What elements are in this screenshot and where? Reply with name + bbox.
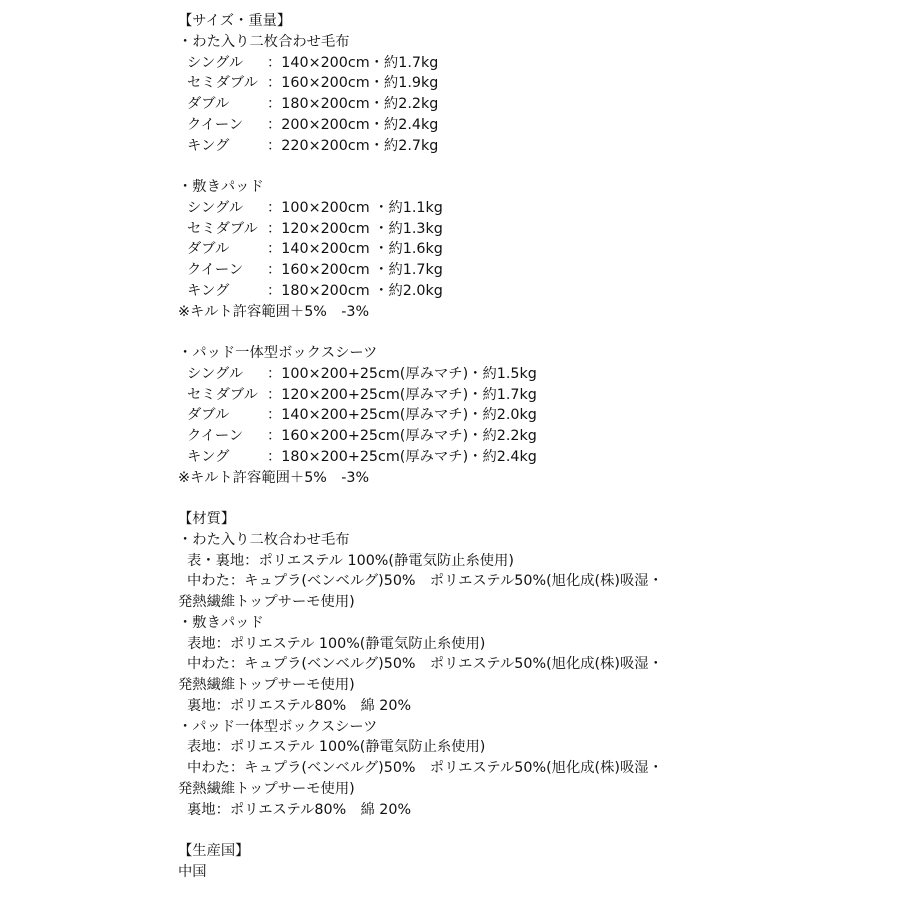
material-line: 中わた：キュプラ(ベンベルグ)50% ポリエステル50%(旭化成(株)吸湿・ <box>187 573 663 590</box>
spacer <box>178 322 878 343</box>
material-line: 表・裏地：ポリエステル 100%(静電気防止糸使用) <box>187 552 514 569</box>
size-name: シングル <box>187 365 244 382</box>
size-row <box>178 426 878 447</box>
size-row <box>178 364 878 385</box>
size-spec: ：160×200+25cm(厚みマチ)・約2.2kg <box>267 428 537 444</box>
size-row <box>178 219 878 240</box>
size-spec: ：140×200cm ・約1.6kg <box>267 241 443 258</box>
size-spec: ：140×200+25cm(厚みマチ)・約2.0kg <box>267 407 537 424</box>
size-name: キング <box>187 282 230 299</box>
material-pad-title: ・敷きパッド <box>178 614 264 631</box>
material-line: 発熱繊維トップサーモ使用) <box>178 780 355 797</box>
size-name: キング <box>187 137 230 154</box>
material-line: 裏地：ポリエステル80% 綿 20% <box>187 801 412 818</box>
size-row <box>178 115 878 136</box>
quilt-tolerance-note: ※キルト許容範囲＋5% -3% <box>178 469 370 486</box>
size-row <box>178 239 878 260</box>
size-blanket-group <box>178 32 878 157</box>
material-box-sheet-group <box>178 717 878 821</box>
material-blanket-title: ・わた入り二枚合わせ毛布 <box>178 531 350 548</box>
size-row <box>178 385 878 406</box>
size-name: ダブル <box>187 407 230 424</box>
material-blanket-group <box>178 530 878 613</box>
size-name: クイーン <box>187 116 244 133</box>
size-pad-title: ・敷きパッド <box>178 179 264 195</box>
size-row <box>178 447 878 468</box>
material-line: 表地：ポリエステル 100%(静電気防止糸使用) <box>187 739 486 756</box>
size-name: シングル <box>187 54 244 71</box>
size-spec: ：180×200cm ・約2.0kg <box>267 282 443 299</box>
size-name: クイーン <box>187 262 244 278</box>
material-box-sheet-title: ・パッド一体型ボックスシーツ <box>178 718 378 735</box>
size-row <box>178 198 878 219</box>
material-section <box>178 509 878 820</box>
material-pad-group <box>178 613 878 717</box>
size-row <box>178 73 878 94</box>
material-line: 発熱繊維トップサーモ使用) <box>178 677 355 693</box>
size-spec: ：180×200cm・約2.2kg <box>267 96 439 112</box>
size-spec: ：200×200cm・約2.4kg <box>267 116 439 133</box>
size-name: キング <box>187 448 230 465</box>
material-line: 発熱繊維トップサーモ使用) <box>178 594 355 610</box>
size-spec: ：100×200cm ・約1.1kg <box>267 199 443 216</box>
spacer <box>178 488 878 509</box>
size-section <box>178 11 878 488</box>
size-row <box>178 405 878 426</box>
origin-value: 中国 <box>178 863 207 880</box>
size-spec: ：120×200cm ・約1.3kg <box>267 220 443 237</box>
size-spec: ：180×200+25cm(厚みマチ)・約2.4kg <box>267 448 537 465</box>
spacer <box>178 156 878 177</box>
size-row <box>178 136 878 157</box>
size-box-sheet-group <box>178 343 878 488</box>
material-line: 表地：ポリエステル 100%(静電気防止糸使用) <box>187 635 486 652</box>
size-spec: ：100×200+25cm(厚みマチ)・約1.5kg <box>267 365 537 382</box>
size-spec: ：220×200cm・約2.7kg <box>267 137 439 154</box>
origin-heading: 【生産国】 <box>178 843 250 859</box>
size-row <box>178 281 878 302</box>
size-box-sheet-title: ・パッド一体型ボックスシーツ <box>178 345 378 361</box>
size-spec: ：160×200cm・約1.9kg <box>267 75 439 92</box>
size-name: セミダブル <box>187 75 258 92</box>
size-name: シングル <box>187 199 244 216</box>
size-spec: ：140×200cm・約1.7kg <box>267 54 439 71</box>
size-row <box>178 53 878 74</box>
quilt-tolerance-note: ※キルト許容範囲＋5% -3% <box>178 303 370 320</box>
size-spec: ：120×200+25cm(厚みマチ)・約1.7kg <box>267 386 537 403</box>
product-spec-document <box>178 11 878 883</box>
size-name: セミダブル <box>187 386 258 403</box>
material-heading: 【材質】 <box>178 511 236 527</box>
material-line: 裏地：ポリエステル80% 綿 20% <box>187 697 412 714</box>
size-row <box>178 260 878 281</box>
size-name: クイーン <box>187 428 244 444</box>
size-name: セミダブル <box>187 220 258 237</box>
size-name: ダブル <box>187 241 230 258</box>
size-row <box>178 94 878 115</box>
size-spec: ：160×200cm ・約1.7kg <box>267 262 443 278</box>
size-heading: 【サイズ・重量】 <box>178 13 292 29</box>
material-line: 中わた：キュプラ(ベンベルグ)50% ポリエステル50%(旭化成(株)吸湿・ <box>187 656 663 673</box>
size-name: ダブル <box>187 96 230 112</box>
material-line: 中わた：キュプラ(ベンベルグ)50% ポリエステル50%(旭化成(株)吸湿・ <box>187 760 663 776</box>
size-pad-group <box>178 177 878 322</box>
origin-section <box>178 841 878 883</box>
size-blanket-title: ・わた入り二枚合わせ毛布 <box>178 33 350 50</box>
spacer <box>178 820 878 841</box>
